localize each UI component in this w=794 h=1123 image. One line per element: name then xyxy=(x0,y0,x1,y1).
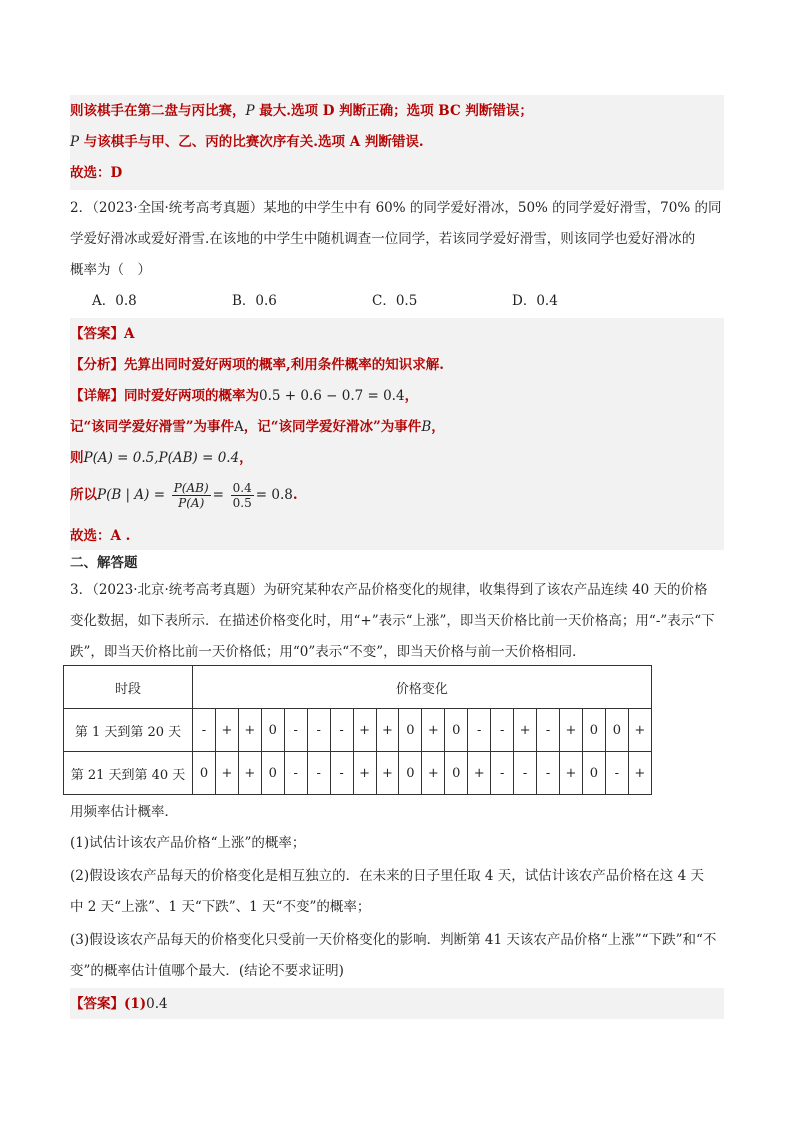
table-cell: + xyxy=(353,709,376,752)
question-2-options xyxy=(92,291,652,311)
question-3-line-1: 3．（2023·北京·统考高考真题）为研究某种农产品价格变化的规律，收集得到了该农产品连续 40 天的价格 xyxy=(70,582,708,598)
table-cell: - xyxy=(330,709,353,752)
table-cell: - xyxy=(605,752,628,795)
table-cell: 0 xyxy=(261,752,284,795)
answer-2-events: 记“该同学爱好滑雪”为事件A，记“该同学爱好滑冰”为事件B， xyxy=(70,419,445,435)
question-3-part-3-line-1: (3)假设该农产品每天的价格变化只受前一天价格变化的影响．判断第 41 天该农产品价格“上涨”“下跌”和“不 xyxy=(70,932,717,948)
question-3-part-2-line-2: 中 2 天“上涨”、1 天“下跌”、1 天“不变”的概率； xyxy=(70,899,371,915)
table-cell: - xyxy=(284,709,307,752)
table-cell: - xyxy=(537,752,560,795)
table-cell: + xyxy=(215,709,238,752)
table-cell: - xyxy=(193,709,216,752)
table-cell: 0 xyxy=(193,752,216,795)
table-cell: + xyxy=(514,709,537,752)
table-cell: - xyxy=(330,752,353,795)
section-heading: 二、解答题 xyxy=(70,555,138,571)
table-header-period: 时段 xyxy=(64,666,193,709)
table-cell: - xyxy=(284,752,307,795)
solution-line-1: 则该棋手在第二盘与丙比赛，P 最大.选项 D 判断正确；选项 BC 判断错误； xyxy=(70,103,533,119)
question-3-intro: 用频率估计概率． xyxy=(70,804,178,820)
question-3-line-2: 变化数据，如下表所示．在描述价格变化时，用“+”表示“上涨”，即当天价格比前一天价格高；用“-”表示“下 xyxy=(70,613,715,629)
solution-line-3: 故选：D xyxy=(70,165,123,181)
table-cell: 0 xyxy=(605,709,628,752)
question-2-line-3: 概率为（ ） xyxy=(70,262,151,278)
question-3-part-2-line-1: (2)假设该农产品每天的价格变化是相互独立的．在未来的日子里任取 4 天，试估计该农产品价格在这 4 天 xyxy=(70,868,704,884)
table-header-change: 价格变化 xyxy=(193,666,652,709)
table-cell: + xyxy=(422,752,445,795)
table-cell: - xyxy=(307,709,330,752)
answer-2-answer: 【答案】A xyxy=(70,326,135,342)
table-cell: - xyxy=(514,752,537,795)
option-c: C．0.5 xyxy=(372,293,418,309)
table-cell: 0 xyxy=(445,752,468,795)
answer-2-conclusion: 所以P(B | A) = $\frac{P(AB)}{P(A)}$ = $\frac{0.4}{0.5}$ = 0.8. xyxy=(70,481,298,510)
answer-2-given: 则P(A) = 0.5,P(AB) = 0.4， xyxy=(70,450,253,466)
table-cell: + xyxy=(560,752,583,795)
question-3-line-3: 跌”，即当天价格比前一天价格低；用“0”表示“不变”，即当天价格与前一天价格相同． xyxy=(70,644,586,660)
table-cell: + xyxy=(628,752,651,795)
option-a: A．0.8 xyxy=(92,293,137,309)
table-cell: + xyxy=(468,752,491,795)
question-2-line-1: 2．（2023·全国·统考高考真题）某地的中学生中有 60% 的同学爱好滑冰，50% 的同学爱好滑雪，70% 的同 xyxy=(70,200,722,216)
solution-line-2: P 与该棋手与甲、乙、丙的比赛次序有关.选项 A 判断错误. xyxy=(70,134,424,150)
table-cell: 0 xyxy=(261,709,284,752)
table-cell: 0 xyxy=(399,752,422,795)
table-cell: + xyxy=(215,752,238,795)
fraction-2: $\frac{0.4}{0.5}$ xyxy=(232,481,252,510)
table-cell: 0 xyxy=(399,709,422,752)
table-header-row xyxy=(64,666,652,709)
row-label: 第 21 天到第 40 天 xyxy=(64,752,193,795)
question-3-part-3-line-2: 变”的概率估计值哪个最大．(结论不要求证明) xyxy=(70,963,344,979)
table-cell: + xyxy=(376,709,399,752)
table-cell: 0 xyxy=(582,709,605,752)
table-cell: + xyxy=(376,752,399,795)
table-cell: + xyxy=(422,709,445,752)
answer-2-detail: 【详解】同时爱好两项的概率为0.5 + 0.6 − 0.7 = 0.4， xyxy=(70,388,419,404)
table-cell: 0 xyxy=(582,752,605,795)
answer-2-choose: 故选：A . xyxy=(70,528,131,544)
answer-3-line: 【答案】(1)0.4 xyxy=(70,996,168,1012)
table-cell: 0 xyxy=(445,709,468,752)
table-cell: - xyxy=(537,709,560,752)
table-cell: - xyxy=(307,752,330,795)
table-cell: + xyxy=(628,709,651,752)
fraction-1: $\frac{P(AB)}{P(A)}$ xyxy=(173,481,209,510)
option-b: B．0.6 xyxy=(232,293,277,309)
price-change-table xyxy=(63,665,652,795)
table-cell: - xyxy=(491,752,514,795)
table-cell: - xyxy=(468,709,491,752)
answer-2-analysis: 【分析】先算出同时爱好两项的概率,利用条件概率的知识求解. xyxy=(70,357,444,373)
question-3-part-1: (1)试估计该农产品价格“上涨”的概率； xyxy=(70,835,306,851)
answer-3-shade xyxy=(70,988,724,1019)
table-cell: + xyxy=(560,709,583,752)
table-cell: + xyxy=(238,709,261,752)
question-2-line-2: 学爱好滑冰或爱好滑雪.在该地的中学生中随机调查一位同学，若该同学爱好滑雪，则该同学也爱好滑冰的 xyxy=(70,231,696,247)
table-row xyxy=(64,752,652,795)
table-cell: + xyxy=(238,752,261,795)
table-cell: - xyxy=(491,709,514,752)
table-row xyxy=(64,709,652,752)
option-d: D．0.4 xyxy=(512,293,558,309)
table-cell: + xyxy=(353,752,376,795)
row-label: 第 1 天到第 20 天 xyxy=(64,709,193,752)
